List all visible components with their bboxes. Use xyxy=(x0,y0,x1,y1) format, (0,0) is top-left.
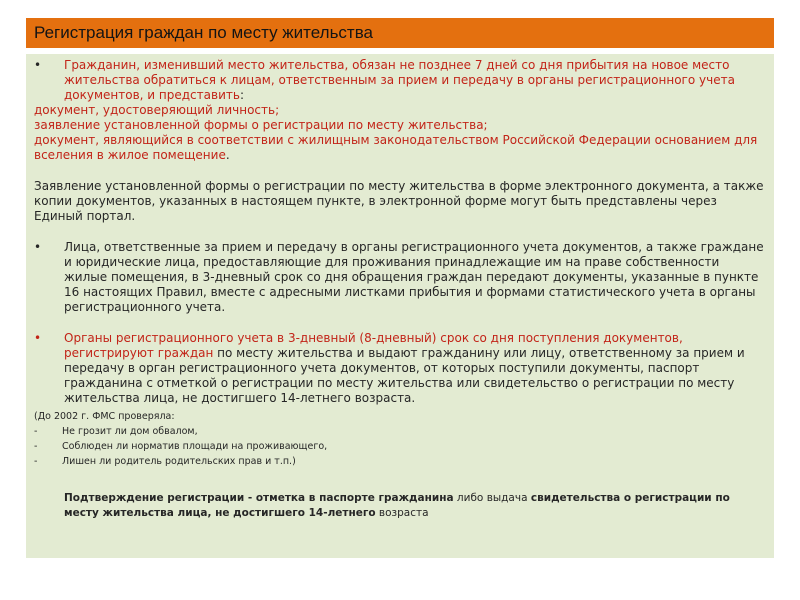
note-heading: (До 2002 г. ФМС проверяла: xyxy=(34,411,175,422)
dash-marker: - xyxy=(34,426,38,437)
note-item-text: Соблюден ли норматив площади на проживающего, xyxy=(62,441,328,452)
paragraph-2: Заявление установленной формы о регистрации по месту жительства в форме электронного документа, а также копии документов, указанных в настоящем пункте, в электронной форме могут быть представлены через Единый портал. xyxy=(34,179,764,223)
p4-rest-text: по месту жительства и выдают гражданину или лицу, ответственному за прием и передачу в орган регистрационного учета документов, от которых поступили документы, паспорт гражданина с отметкой о регистрации по месту жительства или свидетельство о регистрации по месту жительства лица, не достигшего 14-летнего возраста. xyxy=(64,346,745,405)
final-normal: либо выдача xyxy=(453,492,531,504)
p1-item-3-row xyxy=(34,133,766,163)
p3-text: Лица, ответственные за прием и передачу в органы регистрационного учета документов, а также граждане и юридические лица, предоставляющие для проживания принадлежащие им на праве собственности жилые помещения, в 3-дневный срок со дня обращения граждан передают документы, указанные в пункте 16 настоящих Правил, вместе с адресными листками прибытия и формами статистического учета в органы регистрационного учета. xyxy=(64,240,764,314)
bullet-marker: • xyxy=(34,331,42,345)
note-item-3 xyxy=(34,454,766,469)
dash-marker: - xyxy=(34,441,38,452)
p1-item-3-end: . xyxy=(225,148,230,162)
content-panel xyxy=(26,54,774,558)
final-end: возраста xyxy=(375,507,429,519)
bullet-paragraph-1 xyxy=(34,58,766,103)
bullet-marker: • xyxy=(34,58,42,72)
p1-item-1: документ, удостоверяющий личность; xyxy=(34,103,280,117)
note-item-2 xyxy=(34,439,766,454)
bullet-paragraph-4 xyxy=(34,331,766,406)
slide-title: Регистрация граждан по месту жительства xyxy=(26,18,774,48)
p4-red-text: Органы регистрационного учета в 3-дневный (8-дневный) срок со дня поступления документов, регистрируют граждан xyxy=(64,331,683,360)
note-item-text: Не грозит ли дом обвалом, xyxy=(62,426,198,437)
dash-marker: - xyxy=(34,456,38,467)
note-item-text: Лишен ли родитель родительских прав и т.п.) xyxy=(62,456,296,467)
final-bold-1: Подтверждение регистрации - отметка в паспорте гражданина xyxy=(64,492,454,504)
note-item-1 xyxy=(34,424,766,439)
p1-item-3: документ, являющийся в соответствии с жилищным законодательством Российской Федерации основанием для вселения в жилое помещение xyxy=(34,133,758,162)
bullet-paragraph-3 xyxy=(34,240,766,315)
final-paragraph xyxy=(34,491,766,521)
p1-lead-text: Гражданин, изменивший место жительства, обязан не позднее 7 дней со дня прибытия на новое место жительства обратиться к лицам, ответственным за прием и передачу в органы регистрационного учета документов, и представить xyxy=(64,58,735,102)
final-bold-2: свидетельства о регистрации по месту жительства лица, не достигшего 14-летнего xyxy=(64,492,730,519)
p1-item-2: заявление установленной формы о регистрации по месту жительства; xyxy=(34,118,488,132)
p1-colon: : xyxy=(239,88,244,102)
bullet-marker: • xyxy=(34,240,42,254)
